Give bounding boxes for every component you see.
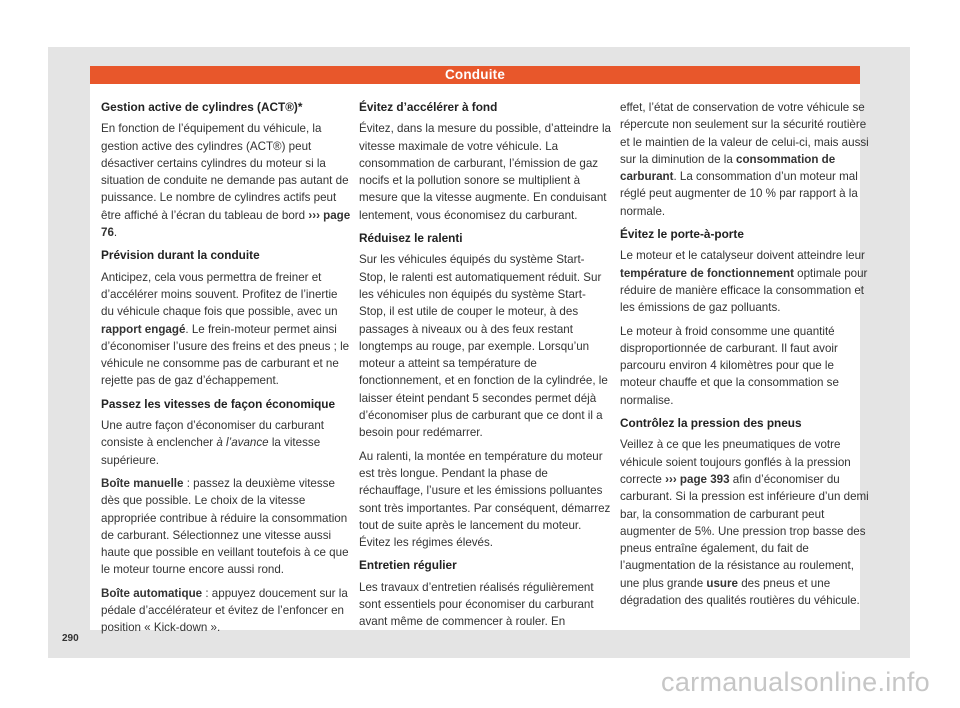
text-run: Veillez à ce que les pneumatiques de votre véhicule soient toujours gonflés à la pression correcte <box>620 438 851 486</box>
section-heading: Passez les vitesses de façon économique <box>101 396 336 411</box>
page-number: 290 <box>62 633 79 644</box>
paragraph <box>359 120 611 224</box>
text-run: . Le frein-moteur permet ainsi d’économiser l’usure des freins et des pneus ; le véhicule ne consomme pas de carburant et ne rejette pas de gaz d’échappement. <box>101 322 350 388</box>
text-run: optimale pour réduire de manière efficace la consommation et les émissions de gaz polluants. <box>620 266 868 315</box>
bold-text: température de fonctionnement <box>620 266 794 280</box>
paragraph <box>620 323 872 409</box>
text-run: afin d’économiser du carburant. Si la pression est inférieure d’un demi bar, la consommation de carburant peut augmenter de 5%. Une pression trop basse des pneus entraîne également, du fait de l’augmentation de la résistance au roulement, une plus grande <box>620 472 869 590</box>
text-run: Sur les véhicules équipés du système Start-Stop, le ralenti est automatiquement réduit. Sur les véhicules non équipés du système Start-Stop, il est utile de couper le moteur, à des passages à niveaux ou à des feux restant longtemps au rouge, par exemple. Lorsqu’un moteur a atteint sa température de fonctionnement, et en fonction de la cylindrée, le laisser éteint pendant 5 secondes permet déjà d’économiser plus de carburant que ce dont il a besoin pour redémarrer. <box>359 253 608 440</box>
section-heading: Prévision durant la conduite <box>101 248 260 263</box>
text-run: Les travaux d’entretien réalisés régulièrement sont essentiels pour économiser du carburant avant même de commencer à rouler. En <box>359 580 594 629</box>
bold-text: consommation de carburant <box>620 152 836 184</box>
bold-text: ››› page 393 <box>665 472 730 486</box>
bold-text: Boîte manuelle <box>101 476 184 490</box>
section-heading: Contrôlez la pression des pneus <box>620 416 802 431</box>
paragraph <box>101 120 353 241</box>
text-run: . <box>113 226 118 240</box>
paragraph <box>359 448 611 552</box>
text-run: Une autre façon d’économiser du carburant consiste à enclencher <box>101 419 324 450</box>
section-heading: Réduisez le ralenti <box>359 231 463 246</box>
paragraph <box>620 247 872 316</box>
paragraph <box>359 579 611 631</box>
bold-text: rapport engagé <box>101 322 186 336</box>
paragraph <box>101 585 353 637</box>
text-run: . La consommation d’un moteur mal réglé peut augmenter de 10 % par rapport à la normale. <box>620 170 858 218</box>
text-run: Évitez, dans la mesure du possible, d’atteindre la vitesse maximale de votre véhicule. La consommation de carburant, l’émission de gaz nocifs et la pollution sonore se multiplient à mesure que la vitesse augmente. En conduisant lentement, vous économisez du carburant. <box>359 122 611 222</box>
column-1 <box>101 99 353 643</box>
text-run: Le moteur à froid consomme une quantité disproportionnée de carburant. Il faut avoir parcouru environ 4 kilomètres pour que le moteur chauffe et que la consommation se normalise. <box>620 324 839 407</box>
section-header: Conduite <box>90 66 860 84</box>
text-run: effet, l’état de conservation de votre véhicule se répercute non seulement sur la sécurité routière et le maintien de la valeur de celui-ci, mais aussi sur la diminution de la <box>620 101 869 166</box>
bold-text: Boîte automatique <box>101 586 203 600</box>
text-run: des pneus et une dégradation des qualités routières du véhicule. <box>620 576 860 608</box>
paragraph <box>620 436 872 609</box>
section-heading: Évitez d’accélérer à fond <box>359 100 498 114</box>
text-run: Au ralenti, la montée en température du moteur est très longue. Pendant la phase de réchauffage, l’usure et les émissions polluantes sont très importantes. Par conséquent, démarrez tout de suite après le lancement du moteur. Évitez les régimes élevés. <box>359 449 611 550</box>
text-run: En fonction de l’équipement du véhicule, la gestion active des cylindres (ACT®) peut désactiver certains cylindres du moteur si la situation de conduite ne demande pas autant de puissance. Le nombre de cylindres actifs peut être affiché à l’écran du tableau de bord <box>101 122 349 222</box>
paragraph <box>620 99 872 220</box>
paragraph <box>101 269 353 390</box>
paragraph <box>101 475 353 579</box>
paragraph <box>101 417 353 469</box>
bold-text: usure <box>706 576 738 590</box>
section-heading: Gestion active de cylindres (ACT®)* <box>101 100 303 114</box>
text-run: : appuyez doucement sur la pédale d’accélérateur et évitez de l’enfoncer en position « Kick-down ». <box>101 586 348 635</box>
text-run: la vitesse supérieure. <box>101 436 321 467</box>
italic-text: à l’avance <box>216 436 269 450</box>
section-heading: Évitez le porte-à-porte <box>620 227 744 242</box>
text-run: Anticipez, cela vous permettra de freiner et d’accélérer moins souvent. Profitez de l’inertie du véhicule chaque fois que possible, avec un <box>101 270 338 319</box>
text-run: Le moteur et le catalyseur doivent atteindre leur <box>620 249 865 263</box>
bold-text: ››› page 76 <box>101 208 351 240</box>
paragraph <box>359 251 611 441</box>
section-heading: Entretien régulier <box>359 558 457 573</box>
watermark: carmanualsonline.info <box>661 667 930 697</box>
column-3 <box>620 99 872 615</box>
text-run: : passez la deuxième vitesse dès que possible. Le choix de la vitesse appropriée contribue à réduire la consommation de carburant. Sélectionnez une vitesse aussi haute que possible en veillant toutefois à ce que le moteur tourne encore aussi rond. <box>101 476 349 577</box>
column-2 <box>359 99 611 637</box>
